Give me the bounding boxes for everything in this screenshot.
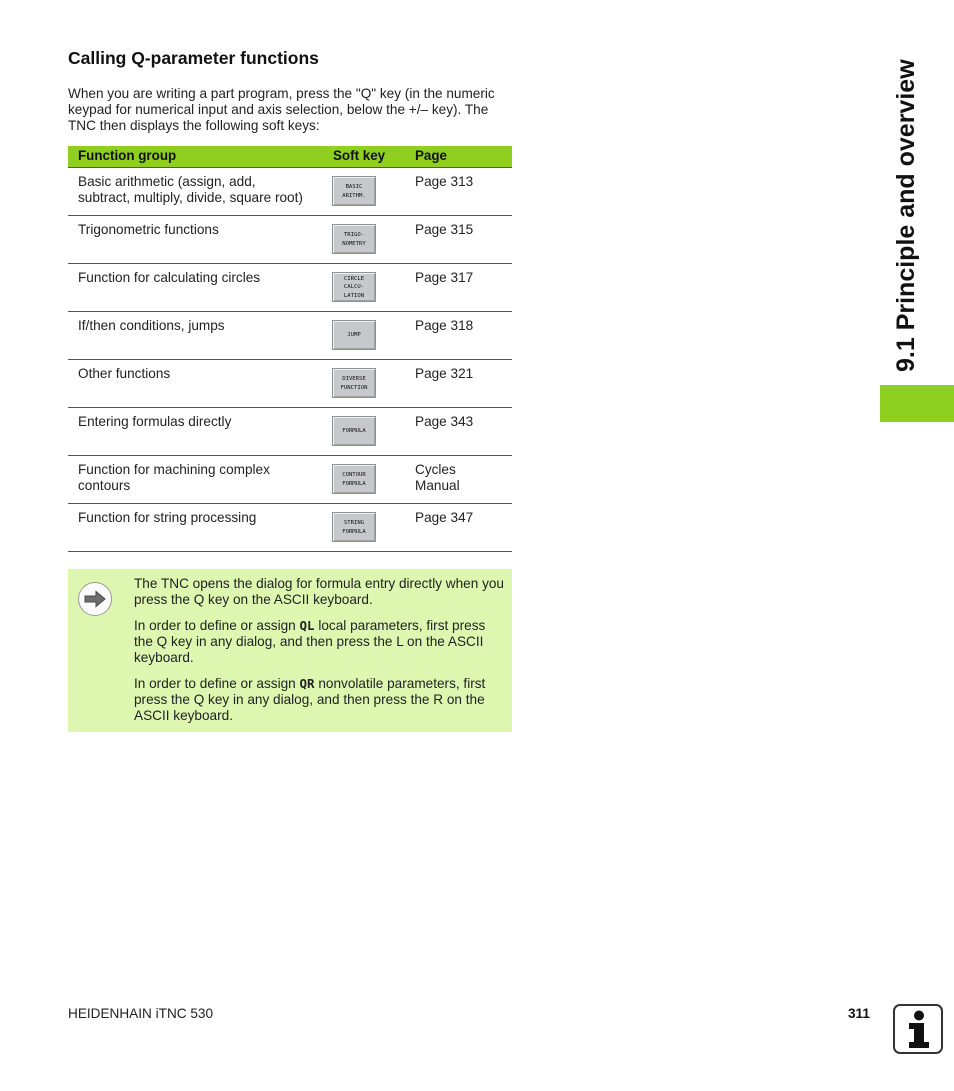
table-row bbox=[68, 216, 512, 264]
page-reference-cell: Page 317 bbox=[415, 270, 474, 285]
function-group-cell: If/then conditions, jumps bbox=[78, 318, 225, 333]
function-group-cell: Trigonometric functions bbox=[78, 222, 219, 237]
note-paragraph-2 bbox=[134, 618, 504, 666]
function-group-cell: Other functions bbox=[78, 366, 171, 381]
function-group-cell: Function for calculating circles bbox=[78, 270, 261, 285]
soft-key-button[interactable]: JUMP bbox=[332, 320, 376, 350]
table-row bbox=[68, 360, 512, 408]
header-page: Page bbox=[415, 148, 448, 163]
note-paragraph-3 bbox=[134, 676, 504, 724]
qr-code: QR bbox=[299, 676, 315, 691]
table-header bbox=[68, 146, 512, 167]
section-title: Calling Q-parameter functions bbox=[68, 48, 319, 68]
function-group-cell: Entering formulas directly bbox=[78, 414, 232, 429]
function-group-cell: Function for machining complex contours bbox=[78, 462, 270, 493]
note-p3-text-after: nonvolatile parameters, first press the Q key in any dialog, and then press the R on the ASCII keyboard. bbox=[134, 676, 486, 723]
soft-key-button[interactable]: BASIC ARITHM. bbox=[332, 176, 376, 206]
page-reference-cell: Cycles Manual bbox=[415, 462, 460, 493]
soft-key-button[interactable]: FORMULA bbox=[332, 416, 376, 446]
arrow-right-icon bbox=[78, 582, 112, 616]
table-row bbox=[68, 312, 512, 360]
note-paragraph-1: The TNC opens the dialog for formula entry directly when you press the Q key on the ASCII keyboard. bbox=[134, 576, 504, 607]
table-row bbox=[68, 504, 512, 552]
function-group-cell: Function for string processing bbox=[78, 510, 257, 525]
soft-key-button[interactable]: DIVERSE FUNCTION bbox=[332, 368, 376, 398]
header-soft-key: Soft key bbox=[333, 148, 386, 163]
ql-code: QL bbox=[299, 618, 315, 633]
soft-key-button[interactable]: STRING FORMULA bbox=[332, 512, 376, 542]
table-row bbox=[68, 456, 512, 504]
header-function-group: Function group bbox=[78, 148, 177, 163]
page-reference-cell: Page 321 bbox=[415, 366, 474, 381]
soft-key-button[interactable]: CIRCLE CALCU- LATION bbox=[332, 272, 376, 302]
function-group-cell: Basic arithmetic (assign, add, subtract, multiply, divide, square root) bbox=[78, 174, 303, 205]
table-row bbox=[68, 408, 512, 456]
page-reference-cell: Page 315 bbox=[415, 222, 474, 237]
soft-key-button[interactable]: TRIGO- NOMETRY bbox=[332, 224, 376, 254]
page-reference-cell: Page 343 bbox=[415, 414, 474, 429]
footer-product: HEIDENHAIN iTNC 530 bbox=[68, 1006, 214, 1021]
note-p2-text-after: local parameters, first press the Q key in any dialog, and then press the L on the ASCII keyboard. bbox=[134, 618, 486, 665]
table-row bbox=[68, 264, 512, 312]
page-number: 311 bbox=[848, 1006, 870, 1021]
table-body bbox=[68, 167, 512, 552]
page-reference-cell: Page 313 bbox=[415, 174, 474, 189]
chapter-tab bbox=[880, 385, 954, 422]
chapter-title: 9.1 Principle and overview bbox=[892, 59, 920, 372]
note-p3-text-before: In order to define or assign bbox=[134, 676, 300, 691]
function-table bbox=[68, 146, 512, 552]
note-text bbox=[134, 576, 504, 734]
soft-key-button[interactable]: CONTOUR FORMULA bbox=[332, 464, 376, 494]
page-reference-cell: Page 318 bbox=[415, 318, 474, 333]
note-box bbox=[68, 569, 512, 732]
note-p2-text-before: In order to define or assign bbox=[134, 618, 300, 633]
page-reference-cell: Page 347 bbox=[415, 510, 474, 525]
info-icon bbox=[893, 1004, 943, 1054]
table-row bbox=[68, 167, 512, 216]
intro-paragraph: When you are writing a part program, press the "Q" key (in the numeric keypad for numerical input and axis selection, below the +/– key). The TNC then displays the following soft keys: bbox=[68, 86, 495, 133]
